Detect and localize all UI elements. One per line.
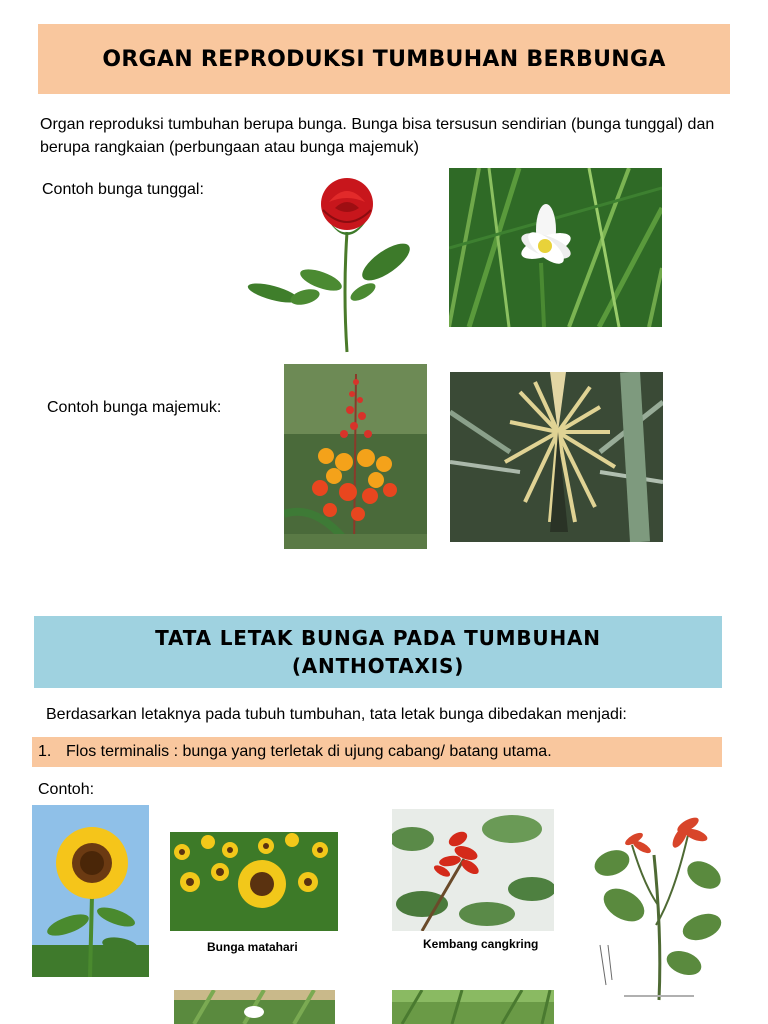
cangkring-image [392, 809, 554, 931]
bottom-image-right [392, 990, 554, 1024]
poinsettia-illustration [584, 795, 734, 1007]
single-flower-label: Contoh bunga tunggal: [42, 181, 204, 198]
section-subtitle: (ANTHOTAXIS) [291, 654, 465, 678]
white-lily-image [449, 168, 662, 327]
sunflower-caption: Bunga matahari [207, 940, 298, 954]
section-title: TATA LETAK BUNGA PADA TUMBUHAN [155, 626, 601, 650]
bottom-image-left [174, 990, 335, 1024]
basis-text: Berdasarkan letaknya pada tubuh tumbuhan, tata letak bunga dibedakan menjadi: [46, 706, 627, 723]
list-item-terminalis [32, 737, 722, 767]
sunflower-field-image [170, 812, 338, 931]
sunflower-single-image [32, 805, 149, 977]
rose-image [243, 172, 423, 354]
example-label: Contoh: [38, 781, 95, 798]
palm-inflorescence-image [450, 372, 663, 542]
list-text: Flos terminalis : bunga yang terletak di ujung cabang/ batang utama. [66, 743, 552, 760]
page-title: ORGAN REPRODUKSI TUMBUHAN BERBUNGA [102, 46, 666, 72]
intro-paragraph: Organ reproduksi tumbuhan berupa bunga. Bunga bisa tersusun sendirian (bunga tunggal) dan berupa rangkaian (perbungaan atau bunga majemuk) [40, 116, 715, 156]
list-number: 1. [38, 743, 52, 760]
flame-flower-image [284, 364, 427, 549]
compound-flower-label: Contoh bunga majemuk: [47, 399, 222, 416]
anthotaxis-banner [34, 616, 722, 688]
title-banner [38, 24, 730, 94]
cangkring-caption: Kembang cangkring [423, 937, 539, 951]
